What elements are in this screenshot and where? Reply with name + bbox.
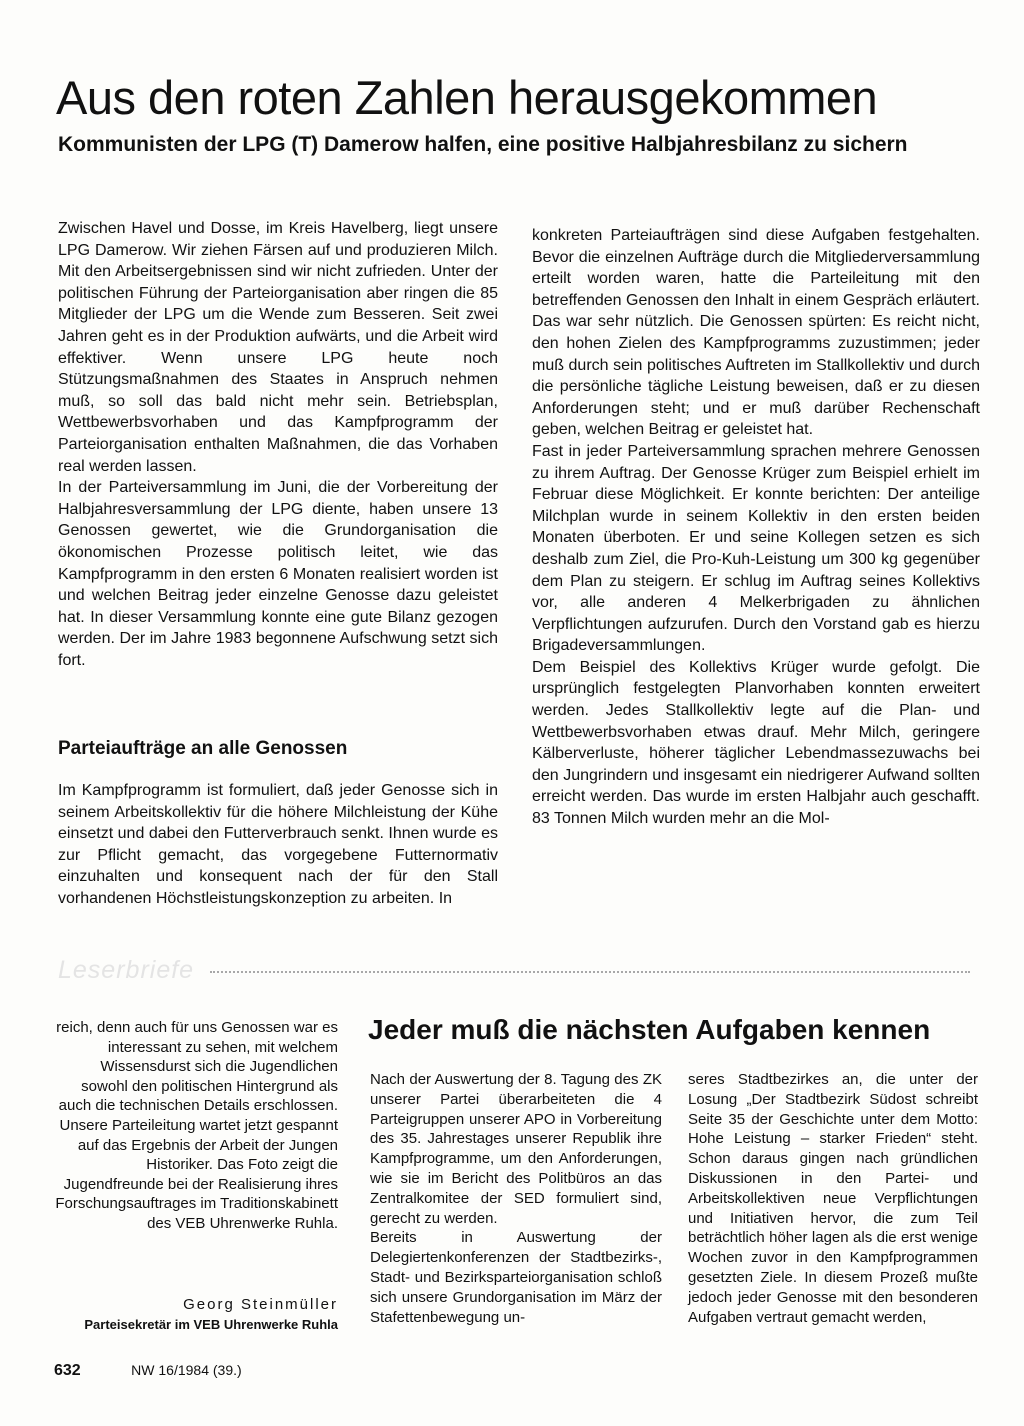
paragraph: Im Kampfprogramm ist formuliert, daß jeder Genosse sich in seinem Arbeitskollektiv für die höhere Milchleistung der Kühe einsetzt und dabei den Futterverbrauch senkt. Ihnen wurde es zur Pflicht gemacht, das vorgegebene Futternormativ einzuhalten und konsequent nach der für den Stall vorhandenen Höchstleistungskonzeption zu arbeiten. In	[58, 782, 498, 907]
paragraph: Nach der Auswertung der 8. Tagung des ZK unserer Partei überarbeiteten die 4 Parteigruppen unserer APO in Vorbereitung des 35. Jahrestages unserer Republik ihre Kampfprogramme, um den Anforderungen, wie sie im Bericht des Politbüros an das Zentralkomitee der SED formuliert sind, gerecht zu werden.	[370, 1071, 662, 1227]
letter-paragraph: reich, denn auch für uns Genossen war es interessant zu sehen, mit welchem Wissensdurst sich die Jugendlichen sowohl den politischen Hintergrund als auch die technischen Details erschlossen. Unsere Parteileitung wartet jetzt gespannt auf das Ergebnis der Arbeit der Jungen Historiker. Das Foto zeigt die Jugendfreunde bei der Realisierung ihres Forschungsauftrages im Traditionskabinett des VEB Uhrenwerke Ruhla.	[55, 1019, 338, 1232]
second-article-headline: Jeder muß die nächsten Aufgaben kennen	[368, 1014, 931, 1045]
signature-role: Parteisekretär im VEB Uhrenwerke Ruhla	[84, 1317, 338, 1332]
page-number: 632	[54, 1362, 81, 1379]
page-footer	[54, 1362, 242, 1380]
letter-signature	[54, 1296, 338, 1332]
paragraph: Bereits in Auswertung der Delegiertenkonferenzen der Stadtbezirks-, Stadt- und Bezirksparteiorganisation schloß sich unsere Grundorganisation im März der Stafettenbewegung un-	[370, 1229, 662, 1326]
section-subheading: Parteiaufträge an alle Genossen	[58, 738, 348, 759]
section-label: Leserbriefe	[58, 956, 195, 984]
article-column-left-continued	[58, 780, 498, 910]
paragraph: Fast in jeder Parteiversammlung sprachen mehrere Genossen zu ihrem Auftrag. Der Genosse Krüger zum Beispiel erhielt im Februar diese Möglichkeit. Er konnte berichten: Der anteilige Milchplan wurde in seinem Kollektiv in den ersten beiden Monaten überboten. Er und seine Kollegen setzen es sich deshalb zum Ziel, die Pro-Kuh-Leistung um 300 kg gegenüber dem Plan zu steigern. Er schlug im Auftrag seines Kollektivs vor, alle anderen 4 Melkerbrigaden zu ähnlichen Verpflichtungen aufzurufen. Durch den Vorstand gab es hierzu Brigadeversammlungen.	[532, 442, 980, 655]
article-column-left	[58, 218, 498, 671]
signature-name: Georg Steinmüller	[183, 1296, 338, 1313]
paragraph: Dem Beispiel des Kollektivs Krüger wurde gefolgt. Die ursprünglich festgelegten Planvorhaben konnten erweitert werden. Jedes Stallkollektiv legte auf die Plan- und Wettbewerbsvorhaben etwas drauf. Mehr Milch, geringere Kälberverluste, höherer täglicher Lebendmassezuwachs bei den Jungrindern und insgesamt ein niedrigerer Aufwand sollten erreicht werden. Das wurde im ersten Halbjahr auch geschafft. 83 Tonnen Milch wurden mehr an die Mol-	[532, 658, 980, 828]
second-article-column-2	[688, 1070, 978, 1327]
second-article-column-1	[370, 1070, 662, 1327]
article-column-right	[532, 225, 980, 830]
paragraph: Zwischen Havel und Dosse, im Kreis Havelberg, liegt unsere LPG Damerow. Wir ziehen Färsen auf und produzieren Milch. Mit den Arbeitsergebnissen sind wir nicht zufrieden. Unter der politischen Führung der Parteiorganisation aber ringen die 85 Mitglieder der LPG um die Wende zum Besseren. Seit zwei Jahren geht es in der Produktion aufwärts, und die Arbeit wird effektiver. Wenn unsere LPG heute noch Stützungsmaßnahmen des Staates in Anspruch nehmen muß, so soll das bald nicht mehr sein. Betriebsplan, Wettbewerbsvorhaben und das Kampfprogramm der Parteiorganisation enthalten Maßnahmen, die das Vorhaben real werden lassen.	[58, 220, 498, 475]
section-divider	[58, 956, 970, 986]
paragraph: seres Stadtbezirkes an, die unter der Losung „Der Stadtbezirk Südost schreibt Seite 35 der Geschichte unter dem Motto: Hohe Leistung – starker Frieden“ steht. Schon daraus gingen nach gründlichen Diskussionen in den Partei- und Arbeitskollektiven neue Verpflichtungen und Initiativen hervor, die zum Teil beträchtlich höher lagen als die erst wenige Wochen zuvor in den Kampfprogrammen gesetzten Ziele. In diesem Prozeß mußte jedoch jeder Genosse mit den besonderen Aufgaben vertraut gemacht werden,	[688, 1071, 978, 1326]
dotted-rule	[210, 971, 970, 973]
paragraph: In der Parteiversammlung im Juni, die der Vorbereitung der Halbjahresversammlung der LPG diente, haben unsere 13 Genossen gewertet, wie die Grundorganisation die ökonomischen Prozesse politisch leitet, wie das Kampfprogramm in den ersten 6 Monaten realisiert worden ist und welchen Beitrag jeder einzelne Genosse dazu geleistet hat. In dieser Versammlung konnte eine gute Bilanz gezogen werden. Der im Jahre 1983 begonnene Aufschwung setzt sich fort.	[58, 479, 498, 669]
issue-reference: NW 16/1984 (39.)	[131, 1362, 242, 1378]
letter-text-column	[54, 1018, 338, 1234]
article-headline: Aus den roten Zahlen herausgekommen	[56, 71, 878, 124]
paragraph: konkreten Parteiaufträgen sind diese Aufgaben festgehalten. Bevor die einzelnen Aufträge durch die Mitgliederversammlung erteilt worden waren, hatte die Parteileitung mit den betreffenden Genossen den Inhalt in einem Gespräch erläutert. Das war sehr nützlich. Die Genossen spürten: Es reicht nicht, den hohen Zielen des Kampfprogramms zuzustimmen; jeder muß durch sein politisches Auftreten im Stallkollektiv und durch die persönliche tägliche Leistung beweisen, daß er zu diesen Anforderungen steht; und er muß darüber Rechenschaft geben, welchen Beitrag er geleistet hat.	[532, 227, 980, 439]
article-subheadline: Kommunisten der LPG (T) Damerow halfen, eine positive Halbjahresbilanz zu sichern	[58, 133, 908, 156]
